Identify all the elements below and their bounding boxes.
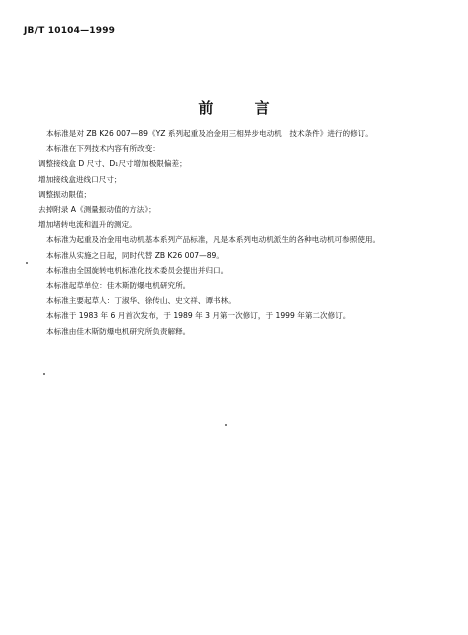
list-item-change-2: 增加接线盒进线口尺寸； [38,174,122,184]
foreword-body [38,126,450,339]
list-item-change-1: 调整接线盒 D 尺寸、D₁尺寸增加极限偏差； [38,159,187,169]
list-item-change-4: 去掉附录 A《测量振动值的方法》； [38,205,156,215]
paragraph-supersedes: 本标准从实施之日起，同时代替 ZB K26 007—89。 [46,250,224,260]
paragraph-proposed-by: 本标准由全国旋转电机标准化技术委员会提出并归口。 [46,265,229,275]
paragraph-revision-statement: 本标准是对 ZB K26 007—89《YZ 系列起重及冶金用三相异步电动机 技术条件》进行的修订。 [46,129,373,138]
paragraph-changes-intro: 本标准在下列技术内容有所改变： [46,144,160,154]
list-item-change-3: 调整振动限值； [38,189,92,199]
paragraph-scope: 本标准为起重及冶金用电动机基本系列产品标准，凡是本系列电动机派生的各种电动机可参照使用。 [46,235,381,245]
scan-speck [43,373,45,375]
standard-code-header: JB/T 10104—1999 [24,26,116,36]
paragraph-history: 本标准于 1983 年 6 月首次发布，于 1989 年 3 月第一次修订，于 1999 年第二次修订。 [46,311,351,321]
page-title: 前 言 [198,99,288,117]
scan-speck [225,424,227,426]
list-item-change-5: 增加堵转电流和温升的测定。 [38,220,137,230]
paragraph-drafters: 本标准主要起草人：丁淑华、徐传山、史文祥、谭书林。 [46,296,236,306]
paragraph-interpretation: 本标准由佳木斯防爆电机研究所负责解释。 [46,326,191,336]
scan-speck [26,262,28,264]
paragraph-drafting-unit: 本标准起草单位：佳木斯防爆电机研究所。 [46,281,191,291]
